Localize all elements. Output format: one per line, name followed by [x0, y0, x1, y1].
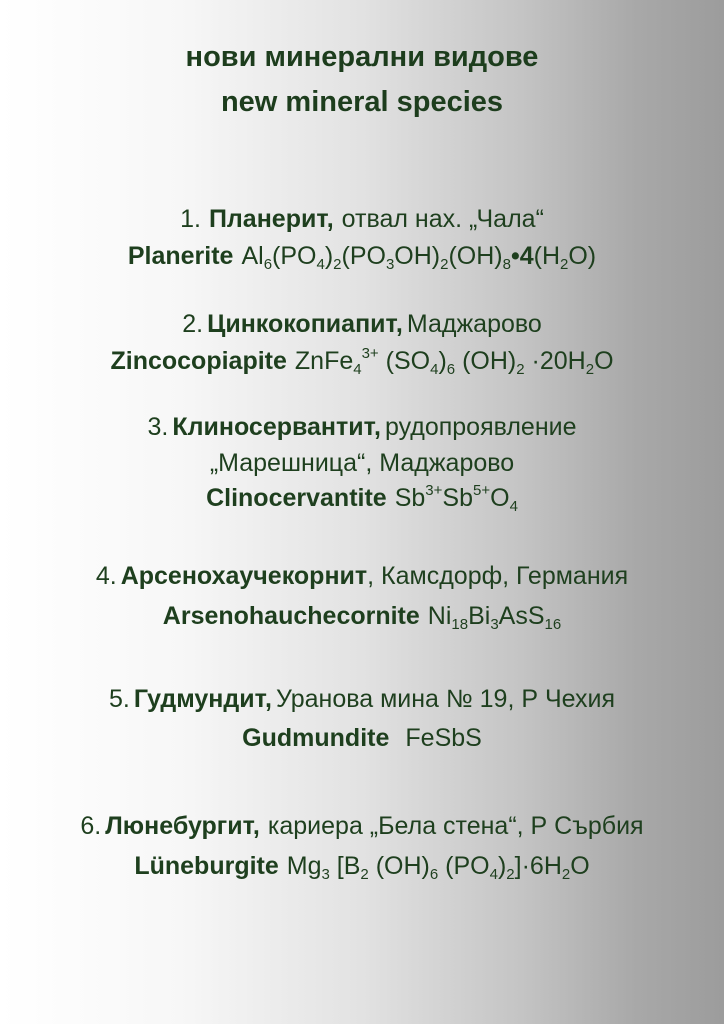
entry-4-number: 4. — [95, 562, 117, 590]
title-bulgarian: нови минерални видове — [185, 41, 539, 73]
entry-5-name-bg: Гудмундит, — [133, 685, 272, 713]
entry-1-formula: $Al_6(PO_4)_2(PO_3OH)_2(OH)_8•4(H_2O)$ — [241, 242, 597, 273]
entry-4-heading — [0, 560, 724, 592]
entry-2-heading — [0, 308, 724, 340]
entry-1-heading — [0, 203, 724, 235]
entry-4-formula-line — [0, 600, 724, 632]
entry-3-formula-line — [0, 482, 724, 514]
entry-3-name-bg: Клиносервантит, — [172, 413, 381, 441]
entry-3-heading — [0, 411, 724, 443]
entry-3-formula: $Sb^{3+}Sb^{5+}O_4$ — [394, 482, 518, 515]
entry-6-formula-line — [0, 850, 724, 882]
entry-5-heading — [0, 683, 724, 715]
entry-4-name-en: Arsenohauchecornite — [162, 602, 420, 630]
entry-6-name-bg: Люнебургит, — [105, 812, 260, 840]
entry-3-name-en: Clinocervantite — [206, 484, 387, 512]
entry-6-formula: $Mg_3$ [$B_2$ $(OH)_6$ $(PO_4)_2]\cdot 6H_2O$ — [286, 852, 590, 883]
entry-5-locality: Уранова мина № 19, Р Чехия — [275, 685, 615, 713]
entry-1-name-en: Planerite — [127, 242, 234, 270]
entry-2-formula-line — [0, 345, 724, 377]
entry-5-name-en: Gudmundite — [242, 724, 390, 752]
entry-1-number: 1. — [180, 205, 201, 233]
entry-5-formula-line — [0, 722, 724, 754]
entry-2-formula: ZnFe$_4^{3+}$ $(SO_4)_6$ $(OH)_2 \cdot 20H_2O$ — [294, 345, 614, 378]
entry-3-number: 3. — [147, 413, 169, 441]
entry-6-locality: кариера „Бела стена“, Р Сърбия — [267, 812, 644, 840]
entry-5-number: 5. — [109, 685, 130, 713]
entry-1-name-bg: Планерит, — [208, 205, 334, 233]
entry-3-locality: рудопроявление — [384, 413, 577, 441]
entry-1-locality: отвал нах. „Чала“ — [341, 205, 544, 233]
entry-4-name-bg: Арсенохаучекорнит — [120, 562, 368, 590]
entry-5-formula: FeSbS — [405, 724, 482, 752]
title-english: new mineral species — [220, 86, 504, 118]
entry-2-name-bg: Цинкокопиапит, — [207, 310, 403, 338]
entry-1-formula-line — [0, 240, 724, 272]
entry-4-locality: , Камсдорф, Германия — [367, 562, 629, 590]
entry-6-heading — [0, 810, 724, 842]
entry-2-number: 2. — [182, 310, 204, 338]
entry-4-formula: $Ni_{18}Bi_3AsS_{16}$ — [427, 602, 562, 633]
entry-6-number: 6. — [80, 812, 102, 840]
entry-2-locality: Маджарово — [406, 310, 542, 338]
entry-3-locality-line2: „Марешница“, Маджарово — [209, 449, 515, 477]
entry-2-name-en: Zincocopiapite — [110, 347, 287, 375]
entry-6-name-en: Lüneburgite — [134, 852, 279, 880]
